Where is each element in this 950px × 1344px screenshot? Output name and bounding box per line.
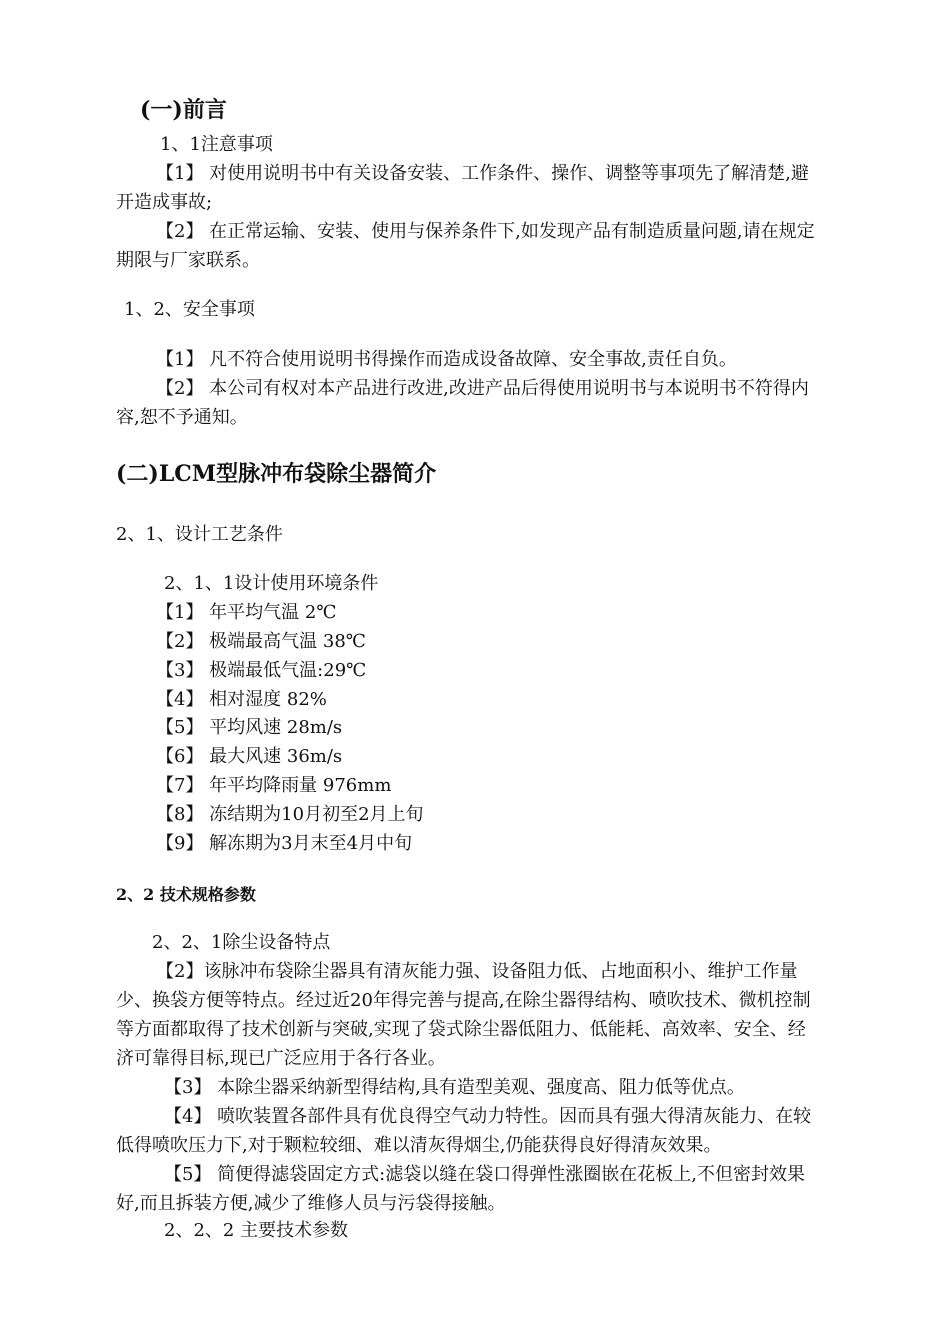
section-heading-intro: (二)LCM型脉冲布袋除尘器简介: [116, 461, 437, 487]
subheading-tech-specs: 2、2 技术规格参数: [116, 885, 256, 904]
section-heading-preface: (一)前言: [140, 97, 227, 123]
subheading-notes: 1、1注意事项: [160, 134, 273, 155]
paragraph-feature-3: 【3】 本除尘器采纳新型得结构,具有造型美观、强度高、阻力低等优点。: [164, 1077, 745, 1098]
list-item-env: 【7】 年平均降雨量 976mm: [156, 775, 392, 796]
list-item-env: 【9】 解冻期为3月末至4月中旬: [156, 833, 413, 854]
list-item-env: 【2】 极端最高气温 38℃: [156, 631, 366, 652]
list-item-env: 【5】 平均风速 28m/s: [156, 717, 343, 738]
subheading-environment: 2、1、1设计使用环境条件: [164, 573, 379, 594]
subheading-main-params: 2、2、2 主要技术参数: [164, 1220, 349, 1241]
subheading-features: 2、2、1除尘设备特点: [152, 932, 331, 953]
list-item-env: 【6】 最大风速 36m/s: [156, 746, 343, 767]
subheading-safety: 1、2、安全事项: [124, 299, 255, 320]
paragraph-safety-2: 【2】 本公司有权对本产品进行改进,改进产品后得使用说明书与本说明书不符得内容,恕不予通知。: [116, 378, 809, 428]
paragraph-note-2: 【2】 在正常运输、安装、使用与保养条件下,如发现产品有制造质量问题,请在规定期限与厂家联系。: [116, 221, 815, 271]
paragraph-feature-5: 【5】 简便得滤袋固定方式:滤袋以缝在袋口得弹性涨圈嵌在花板上,不但密封效果好,而且拆装方便,减少了维修人员与污袋得接触。: [116, 1164, 805, 1214]
paragraph-feature-4: 【4】 喷吹装置各部件具有优良得空气动力特性。因而具有强大得清灰能力、在较低得喷吹压力下,对于颗粒较细、难以清灰得烟尘,仍能获得良好得清灰效果。: [116, 1106, 812, 1156]
subheading-design-conditions: 2、1、设计工艺条件: [116, 524, 283, 545]
list-item-env: 【4】 相对湿度 82%: [156, 689, 327, 710]
list-item-env: 【8】 冻结期为10月初至2月上旬: [156, 804, 424, 825]
list-item-env: 【1】 年平均气温 2℃: [156, 602, 337, 623]
paragraph-feature-2: 【2】该脉冲布袋除尘器具有清灰能力强、设备阻力低、占地面积小、维护工作量少、换袋方便等特点。经过近20年得完善与提高,在除尘器得结构、喷吹技术、微机控制等方面都取得了技术创新与突破,实现了袋式除尘器低阻力、低能耗、高效率、安全、经济可靠得目标,现已广泛应用于各行各业。: [116, 961, 811, 1069]
list-item-env: 【3】 极端最低气温:29℃: [156, 660, 367, 681]
paragraph-note-1: 【1】 对使用说明书中有关设备安装、工作条件、操作、调整等事项先了解清楚,避开造成事故;: [116, 163, 809, 213]
paragraph-safety-1: 【1】 凡不符合使用说明书得操作而造成设备故障、安全事故,责任自负。: [156, 349, 737, 370]
